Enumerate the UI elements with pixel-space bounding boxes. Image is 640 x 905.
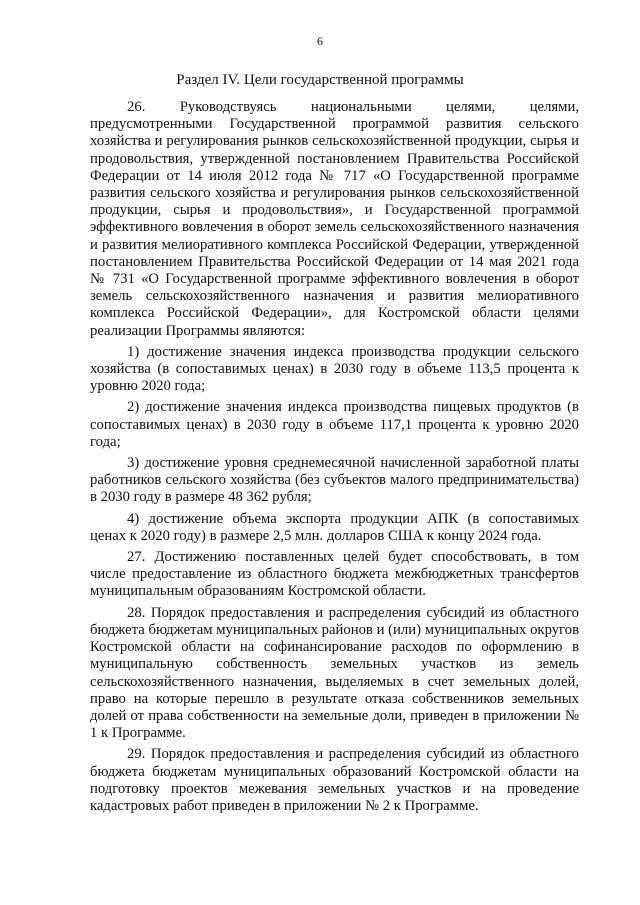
section-title: Раздел IV. Цели государственной программы bbox=[176, 72, 464, 88]
paragraph-27: 27. Достижению поставленных целей будет способствовать, в том числе предоставление из областного бюджета межбюджетных трансфертов муниципальным образованиям Костромской области. bbox=[90, 549, 579, 600]
paragraph-28: 28. Порядок предоставления и распределения субсидий из областного бюджета бюджетам муниципальных районов и (или) муниципальных округов Костромской области на софинансирование расходов по оформлению в муниципальную собственность земельных участков из земель сельскохозяйственного назначения, выделяемых в счет земельных долей, право на которые перешло в результате отказа собственников земельных долей от права собственности на земельные доли, приведен в приложении № 1 к Программе. bbox=[90, 604, 579, 742]
list-item-goal-1: 1) достижение значения индекса производства продукции сельского хозяйства (в сопоставимых ценах) в 2030 году в объеме 113,5 процента к уровню 2020 года; bbox=[90, 343, 579, 395]
document-body bbox=[90, 99, 579, 815]
page-number: 6 bbox=[317, 34, 323, 48]
paragraph-26: 26. Руководствуясь национальными целями, целями, предусмотренными Государственной программой развития сельского хозяйства и регулирования рынков сельскохозяйственной продукции, сырья и продовольствия, утвержденной постановлением Правительства Российской Федерации от 14 июля 2012 года № 717 «О Государственной программе развития сельского хозяйства и регулирования рынков сельскохозяйственной продукции, сырья и продовольствия», и Государственной программой эффективного вовлечения в оборот земель сельскохозяйственного назначения и развития мелиоративного комплекса Российской Федерации, утвержденной постановлением Правительства Российской Федерации от 14 мая 2021 года № 731 «О Государственной программе эффективного вовлечения в оборот земель сельскохозяйственного назначения и развития мелиоративного комплекса Российской Федерации», для Костромской области целями реализации Программы являются: bbox=[90, 99, 579, 339]
list-item-goal-3: 3) достижение уровня среднемесячной начисленной заработной платы работников сельского хозяйства (без субъектов малого предпринимательства) в 2030 году в размере 48 362 рубля; bbox=[90, 455, 579, 506]
list-item-goal-2: 2) достижение значения индекса производства пищевых продуктов (в сопоставимых ценах) в 2030 году в объеме 117,1 процента к уровню 2020 года; bbox=[90, 399, 579, 450]
paragraph-29: 29. Порядок предоставления и распределения субсидий из областного бюджета бюджетам муниципальных образований Костромской области на подготовку проектов межевания земельных участков и на проведение кадастровых работ приведен в приложении № 2 к Программе. bbox=[90, 746, 579, 814]
list-item-goal-4: 4) достижение объема экспорта продукции АПК (в сопоставимых ценах к 2020 году) в размере 2,5 млн. долларов США к концу 2024 года. bbox=[90, 510, 579, 544]
